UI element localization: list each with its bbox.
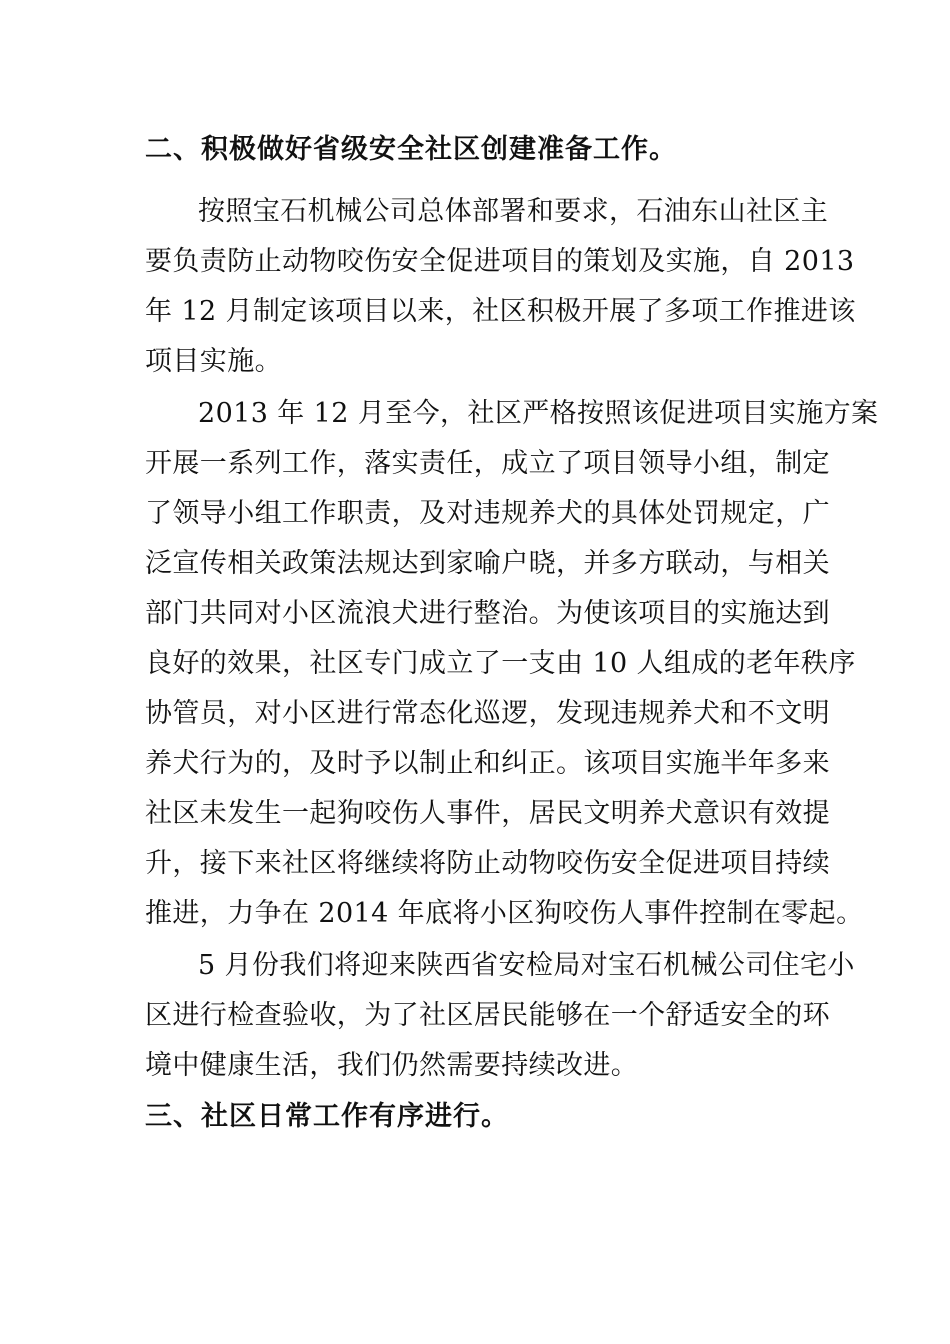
paragraph-2-line-2: 开展一系列工作，落实责任，成立了项目领导小组，制定 [145,448,830,479]
paragraph-3-line-2: 区进行检查验收，为了社区居民能够在一个舒适安全的环 [145,1000,830,1031]
paragraph-3-line-3: 境中健康生活，我们仍然需要持续改进。 [145,1050,639,1081]
paragraph-2-line-10: 升，接下来社区将继续将防止动物咬伤安全促进项目持续 [145,848,830,879]
paragraph-2-line-9: 社区未发生一起狗咬伤人事件，居民文明养犬意识有效提 [145,798,830,829]
paragraph-2-line-7: 协管员，对小区进行常态化巡逻，发现违规养犬和不文明 [145,698,830,729]
section-heading-2: 二、积极做好省级安全社区创建准备工作。 [145,134,677,165]
paragraph-2-line-1: 2013 年 12 月至今，社区严格按照该促进项目实施方案 [198,398,879,429]
paragraph-1-line-2: 要负责防止动物咬伤安全促进项目的策划及实施，自 2013 [145,246,855,277]
paragraph-3-line-1: 5 月份我们将迎来陕西省安检局对宝石机械公司住宅小 [198,950,855,981]
paragraph-2-line-3: 了领导小组工作职责，及对违规养犬的具体处罚规定，广 [145,498,830,529]
paragraph-2-line-8: 养犬行为的，及时予以制止和纠正。该项目实施半年多来 [145,748,830,779]
paragraph-1-line-4: 项目实施。 [145,346,282,377]
paragraph-2-line-5: 部门共同对小区流浪犬进行整治。为使该项目的实施达到 [145,598,830,629]
paragraph-2-line-11: 推进，力争在 2014 年底将小区狗咬伤人事件控制在零起。 [145,898,864,929]
paragraph-2-line-6: 良好的效果，社区专门成立了一支由 10 人组成的老年秩序 [145,648,856,679]
paragraph-1-line-1: 按照宝石机械公司总体部署和要求，石油东山社区主 [198,196,829,227]
paragraph-1-line-3: 年 12 月制定该项目以来，社区积极开展了多项工作推进该 [145,296,856,327]
section-heading-3: 三、社区日常工作有序进行。 [145,1101,509,1132]
paragraph-2-line-4: 泛宣传相关政策法规达到家喻户晓，并多方联动，与相关 [145,548,830,579]
